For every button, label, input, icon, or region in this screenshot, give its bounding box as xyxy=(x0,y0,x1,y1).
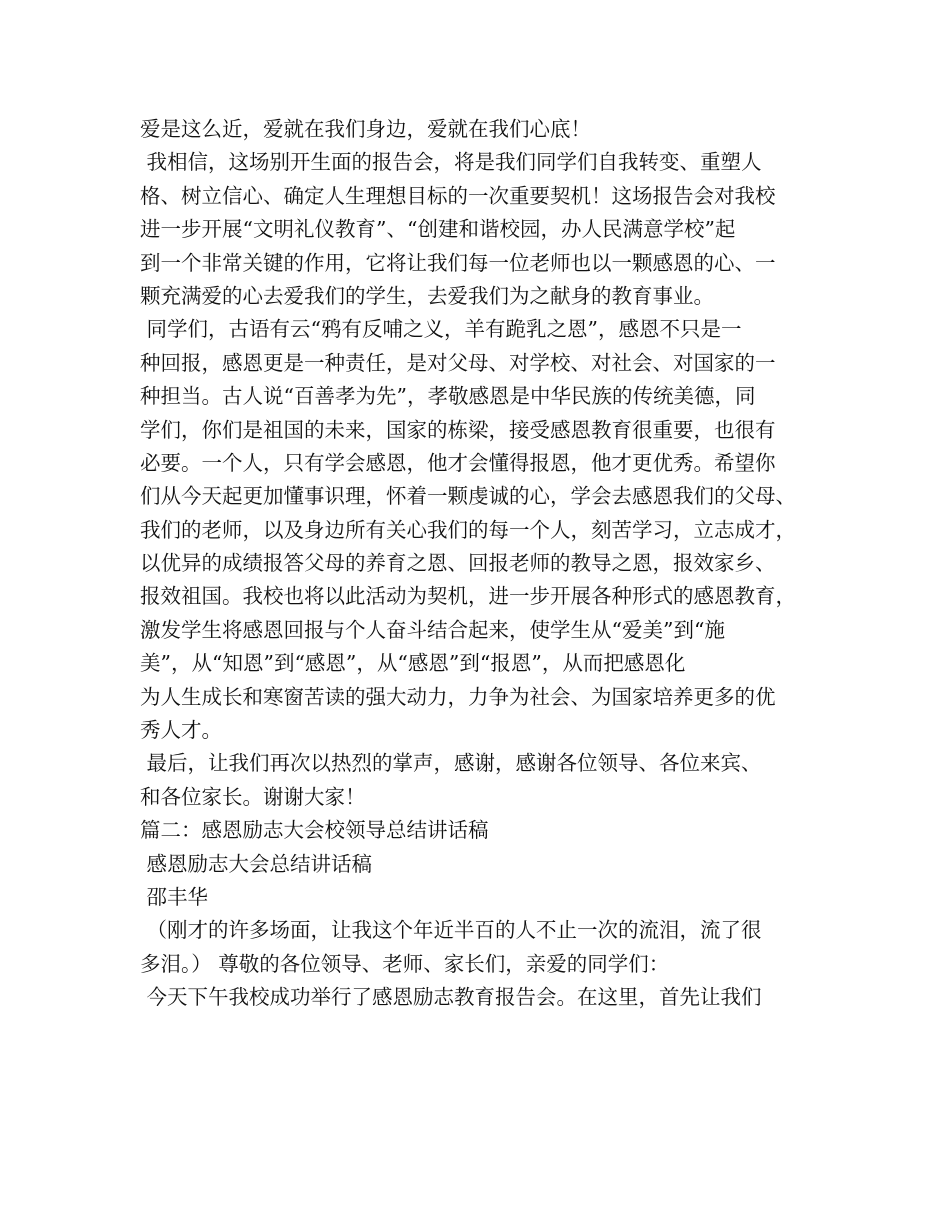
text-line: 格、树立信心、确定人生理想目标的一次重要契机！这场报告会对我校 xyxy=(140,183,776,208)
speech-title: 感恩励志大会总结讲话稿 xyxy=(140,851,373,876)
text-line: 同学们，古语有云“鸦有反哺之义，羊有跪乳之恩”，感恩不只是一 xyxy=(140,317,742,342)
section-heading: 篇二：感恩励志大会校领导总结讲话稿 xyxy=(140,818,489,843)
text-line: 多泪。） 尊敬的各位领导、老师、家长们，亲爱的同学们： xyxy=(140,951,670,976)
text-line: 我相信，这场别开生面的报告会，将是我们同学们自我转变、重塑人 xyxy=(140,150,762,175)
text-line: 和各位家长。谢谢大家！ xyxy=(140,784,366,809)
text-line: 秀人才。 xyxy=(140,718,222,743)
text-line: 们从今天起更加懂事识理，怀着一颗虔诚的心，学会去感恩我们的父母、 xyxy=(140,484,796,509)
text-line: （刚才的许多场面，让我这个年近半百的人不止一次的流泪，流了很 xyxy=(140,918,762,943)
text-line: 进一步开展“文明礼仪教育”、“创建和谐校园，办人民满意学校”起 xyxy=(140,217,736,242)
document-body xyxy=(140,113,830,1015)
author-name: 邵丰华 xyxy=(140,884,209,909)
text-line: 学们，你们是祖国的未来，国家的栋梁，接受感恩教育很重要，也很有 xyxy=(140,417,776,442)
text-line: 今天下午我校成功举行了感恩励志教育报告会。在这里，首先让我们 xyxy=(140,985,762,1010)
text-line: 以优异的成绩报答父母的养育之恩、回报老师的教导之恩，报效家乡、 xyxy=(140,551,776,576)
text-line: 种回报，感恩更是一种责任，是对父母、对学校、对社会、对国家的一 xyxy=(140,350,776,375)
text-line: 激发学生将感恩回报与个人奋斗结合起来，使学生从“爱美”到“施 xyxy=(140,617,725,642)
text-line: 最后，让我们再次以热烈的掌声，感谢，感谢各位领导、各位来宾、 xyxy=(140,751,762,776)
text-line: 为人生成长和寒窗苦读的强大动力，力争为社会、为国家培养更多的优 xyxy=(140,684,776,709)
text-line: 我们的老师，以及身边所有关心我们的每一个人，刻苦学习，立志成才， xyxy=(140,517,796,542)
text-line: 种担当。古人说“百善孝为先”，孝敬感恩是中华民族的传统美德，同 xyxy=(140,384,756,409)
text-line: 颗充满爱的心去爱我们的学生，去爱我们为之献身的教育事业。 xyxy=(140,283,714,308)
text-line: 爱是这么近，爱就在我们身边，爱就在我们心底！ xyxy=(140,117,591,141)
text-line: 到一个非常关键的作用，它将让我们每一位老师也以一颗感恩的心、一 xyxy=(140,250,776,275)
text-line: 美”，从“知恩”到“感恩”，从“感恩”到“报恩”，从而把感恩化 xyxy=(140,651,686,676)
text-line: 报效祖国。我校也将以此活动为契机，进一步开展各种形式的感恩教育， xyxy=(140,584,796,609)
text-line: 必要。一个人，只有学会感恩，他才会懂得报恩，他才更优秀。希望你 xyxy=(140,450,776,475)
